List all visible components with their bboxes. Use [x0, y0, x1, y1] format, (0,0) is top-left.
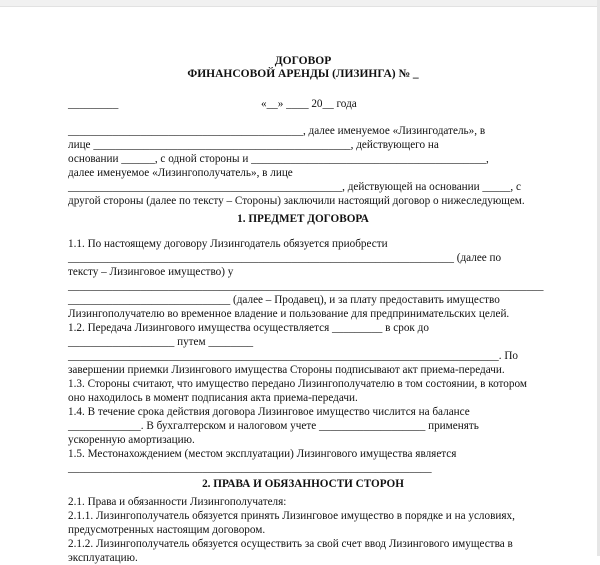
- clause-2-1-2-line2: эксплуатацию.: [68, 552, 138, 564]
- clause-2-1-2: 2.1.2. Лизингополучатель обязуется осуществить за свой счет ввод Лизингового имущества в: [68, 538, 513, 550]
- doc-line-place-date: _________ «__» ____ 20__ года: [68, 98, 357, 110]
- clause-1-1: 1.1. По настоящему договору Лизингодатель обязуется приобрести: [68, 238, 388, 250]
- clause-1-5: 1.5. Местонахождением (местом эксплуатации) Лизингового имущества является: [68, 448, 457, 460]
- doc-line-parties: другой стороны (далее по тексту – Стороны) заключили настоящий договор о нижеследующем.: [68, 195, 525, 207]
- clause-1-4: 1.4. В течение срока действия договора Лизинговое имущество числится на балансе: [68, 406, 470, 418]
- clause-1-1-line2: _____________________________________________________________________ (далее по: [68, 252, 502, 264]
- viewer-top-edge: [0, 0, 600, 7]
- clause-2-1: 2.1. Права и обязанности Лизингополучателя:: [68, 496, 287, 508]
- doc-line-lessee-rep: _________________________________________________, действующей на основании _____, с: [68, 181, 521, 193]
- clause-1-3: 1.3. Стороны считают, что имущество передано Лизингополучателю в том состоянии, в котором: [68, 378, 527, 390]
- clause-1-3-line2: оно находилось в момент подписания акта приема-передачи.: [68, 392, 358, 404]
- doc-line-lessee: далее именуемое «Лизингополучатель», в лице: [68, 167, 293, 179]
- contract-title: ДОГОВОР: [274, 55, 332, 67]
- section-heading-1: 1. ПРЕДМЕТ ДОГОВОРА: [237, 213, 369, 225]
- clause-1-1-line6: Лизингополучателю во временное владение и пользование для предпринимательских целей.: [68, 308, 510, 320]
- clause-1-1-line3: тексту – Лизинговое имущество) у: [68, 266, 234, 278]
- clause-2-1-1-line2: предусмотренных настоящим договором.: [68, 524, 266, 536]
- clause-1-5-line2: _________________________________________________________________: [68, 462, 432, 474]
- clause-1-2-line2: ___________________ путем ________: [68, 336, 254, 348]
- contract-subtitle: ФИНАНСОВОЙ АРЕНДЫ (ЛИЗИНГА) № _: [187, 68, 419, 80]
- clause-1-1-line4: _____________________________________________________________________________________: [68, 280, 544, 292]
- clause-1-1-line5: _____________________________ (далее – Продавец), и за плату предоставить имущество: [68, 294, 500, 306]
- clause-1-2: 1.2. Передача Лизингового имущества осуществляется _________ в срок до: [68, 322, 429, 334]
- doc-line-basis: основании ______, с одной стороны и __________________________________________,: [68, 153, 489, 165]
- clause-1-2-line3: _____________________________________________________________________________. По: [68, 350, 518, 362]
- clause-1-2-line4: завершении приемки Лизингового имущества Стороны подписывают акт приема-передачи.: [68, 364, 505, 376]
- clause-1-4-line3: ускоренную амортизацию.: [68, 434, 195, 446]
- doc-line-lessor: __________________________________________, далее именуемое «Лизингодатель», в: [68, 125, 486, 137]
- clause-2-1-1: 2.1.1. Лизингополучатель обязуется принять Лизинговое имущество в порядке и на условиях,: [68, 510, 515, 522]
- section-heading-2: 2. ПРАВА И ОБЯЗАННОСТИ СТОРОН: [202, 478, 404, 490]
- clause-1-4-line2: _____________. В бухгалтерском и налоговом учете ___________________ применять: [68, 420, 479, 432]
- doc-line-lessor-rep: лице ______________________________________________, действующего на: [68, 139, 439, 151]
